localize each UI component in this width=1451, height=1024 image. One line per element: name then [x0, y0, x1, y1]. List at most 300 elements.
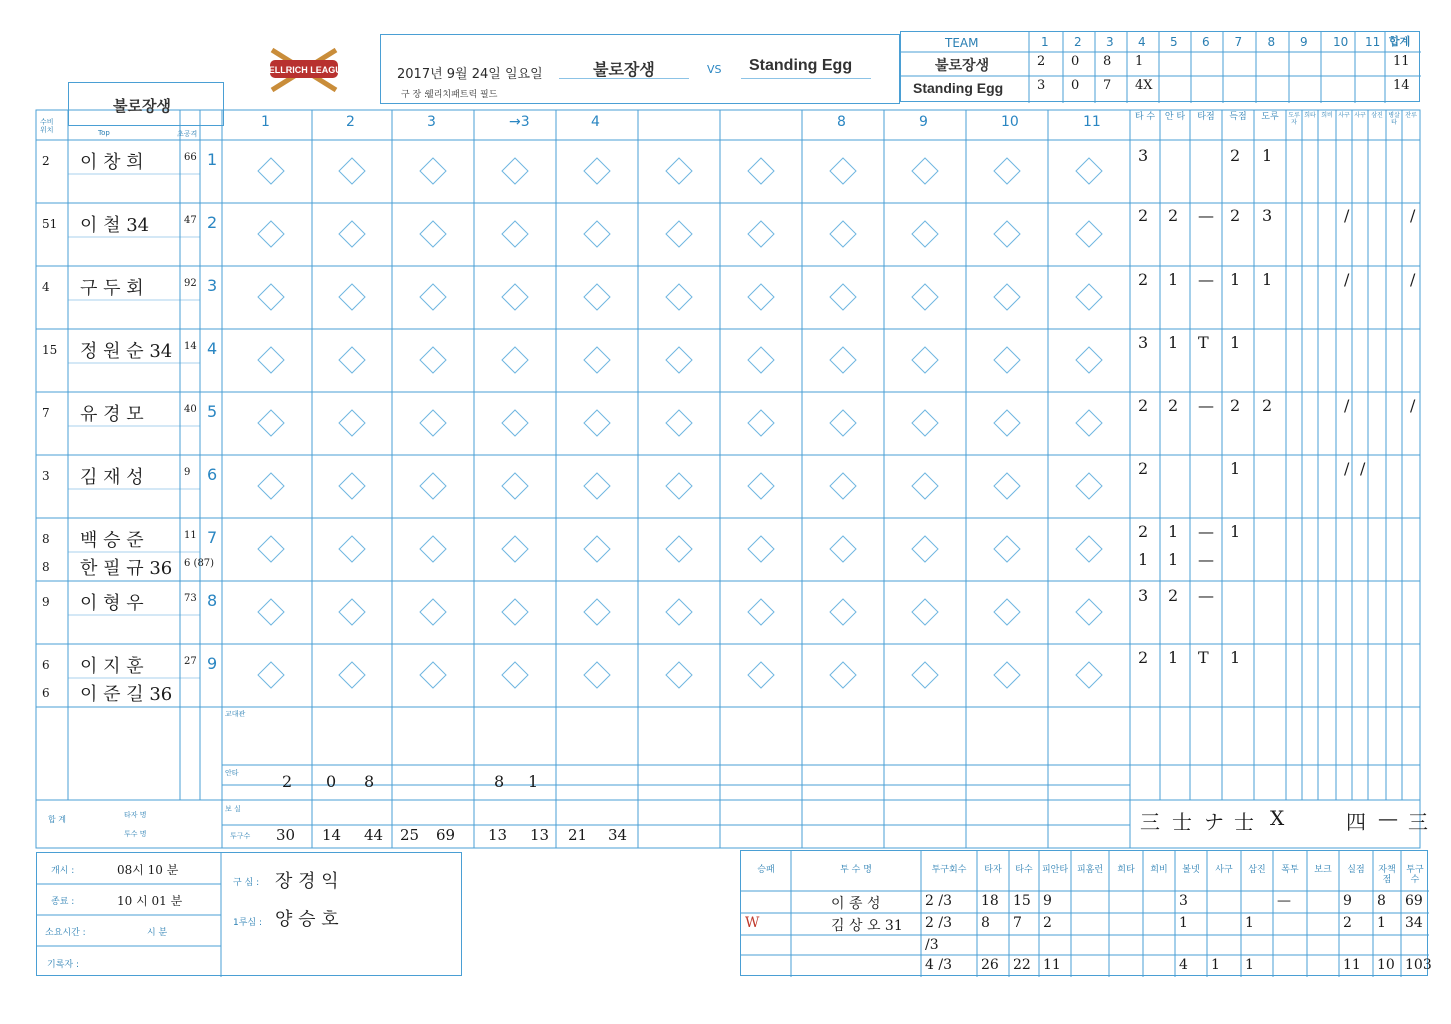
pitching-bb-3: 4	[1179, 957, 1188, 973]
pitching-header-3: 타자	[984, 865, 1002, 875]
pitching-r-1: 2	[1343, 915, 1352, 931]
pitching-ab-0: 15	[1013, 893, 1031, 909]
pitching-ab-3: 22	[1013, 957, 1031, 973]
diamond-2-8	[420, 662, 446, 688]
player-name-8: 이 형 우	[80, 593, 144, 614]
diamond-2-3	[420, 347, 446, 373]
diamond-5-5	[666, 473, 692, 499]
sb-run-0-2: 8	[1103, 54, 1112, 69]
diamond-4-8	[584, 662, 610, 688]
pitch-count-0: 30	[276, 826, 296, 844]
diamond-6-0	[748, 158, 774, 184]
inning-header-8: 9	[919, 114, 928, 130]
lineup-team-name: 불로장생	[113, 97, 171, 115]
pitching-header-11: 삼진	[1248, 865, 1266, 875]
inning-header-9: 10	[1001, 114, 1019, 130]
batter-stat-7-2: —	[1198, 550, 1214, 569]
pitching-header-0: 승패	[757, 865, 775, 875]
diamond-2-2	[420, 284, 446, 310]
diamond-8-1	[912, 221, 938, 247]
stat-header-1: 안 타	[1164, 112, 1186, 122]
pitching-bf-0: 18	[981, 893, 999, 909]
player-pos-3: 15	[42, 343, 58, 357]
diamond-7-1	[830, 221, 856, 247]
diamond-1-0	[339, 158, 365, 184]
batter-label: 타자 명	[124, 811, 147, 819]
pitching-header-14: 실점	[1347, 865, 1365, 875]
diamond-2-1	[420, 221, 446, 247]
batter-stat-8-1: 2	[1168, 586, 1179, 605]
batting-order-4: 4	[207, 339, 218, 358]
batter-stat-0-0: 3	[1138, 146, 1149, 165]
batter-stat-2-1: 1	[1168, 270, 1179, 289]
diamond-5-0	[666, 158, 692, 184]
pitching-bb-1: 1	[1179, 915, 1188, 931]
diamond-0-2	[258, 284, 284, 310]
batter-stat-1-3: 2	[1230, 206, 1241, 225]
pitching-hbp-3: 1	[1211, 957, 1220, 973]
diamond-6-3	[748, 347, 774, 373]
stat-header-4: 도루	[1261, 112, 1279, 122]
duration-label: 소요시간 :	[45, 928, 86, 938]
player-number-9: 27	[184, 656, 197, 667]
batter-stat-2-2: —	[1198, 270, 1214, 289]
pitching-so-3: 1	[1245, 957, 1254, 973]
stat-total-3: 士	[1234, 810, 1254, 834]
diamond-3-4	[502, 410, 528, 436]
sb-inning-1: 1	[1041, 35, 1049, 49]
batter-stat-4-3: 2	[1230, 396, 1241, 415]
diamond-1-5	[339, 473, 365, 499]
start-label: 개시 :	[51, 866, 75, 876]
team-header: TEAM	[945, 36, 979, 50]
diamond-7-6	[830, 536, 856, 562]
player-number-7: 6 (87)	[184, 558, 215, 569]
batter-stat-4-2: —	[1198, 396, 1214, 415]
diamond-10-4	[1076, 410, 1102, 436]
diamond-8-0	[912, 158, 938, 184]
pitching-header-1: 투 수 명	[840, 865, 872, 875]
pitching-so-1: 1	[1245, 915, 1254, 931]
stat-header-2: 타점	[1197, 112, 1215, 122]
sb-total-header: 합계	[1389, 35, 1411, 48]
player-name-3: 정 원 순 34	[80, 341, 173, 362]
inning-header-1: 2	[346, 114, 355, 130]
batter-stat-9-1: 1	[1168, 648, 1179, 667]
diamond-4-3	[584, 347, 610, 373]
pitching-header-6: 피홈런	[1076, 865, 1104, 875]
pitching-wl-1: W	[745, 915, 760, 931]
col-pos-label: 수비 위치	[40, 118, 54, 134]
player-name-2: 구 두 회	[80, 278, 144, 299]
batter-stat-8-2: —	[1198, 586, 1214, 605]
diamond-5-3	[666, 347, 692, 373]
diamond-6-1	[748, 221, 774, 247]
diamond-9-4	[994, 410, 1020, 436]
hits-total-2: 8	[364, 772, 375, 791]
diamond-1-8	[339, 662, 365, 688]
player-name-6: 백 승 준	[80, 530, 144, 551]
hits-total-0: 2	[282, 772, 293, 791]
sb-run-1-2: 7	[1103, 78, 1112, 93]
diamond-0-1	[258, 221, 284, 247]
diamond-1-3	[339, 347, 365, 373]
player-pos-0: 2	[42, 154, 50, 168]
player-pos-1: 51	[42, 217, 58, 231]
sb-inning-10: 10	[1333, 35, 1349, 49]
pitch-count-4: 69	[436, 826, 456, 844]
diamond-9-3	[994, 347, 1020, 373]
stat-total-7: 四	[1346, 810, 1366, 834]
batter-stat-2-8: /	[1344, 270, 1350, 289]
pitching-bf-3: 26	[981, 957, 999, 973]
start-time: 08시 10 분	[117, 863, 179, 877]
pitching-header-5: 피안타	[1041, 865, 1069, 875]
sb-team-1: 불로장생	[935, 58, 990, 74]
stat-total-0: 三	[1140, 810, 1160, 834]
diamond-6-7	[748, 599, 774, 625]
venue-name: 웰리치패트릭 필드	[425, 90, 498, 100]
batter-stat-4-0: 2	[1138, 396, 1149, 415]
diamond-5-6	[666, 536, 692, 562]
batter-stat-1-0: 2	[1138, 206, 1149, 225]
inning-header-3: →3	[509, 114, 530, 130]
sb-run-0-1: 0	[1071, 54, 1080, 69]
player-number-4: 40	[184, 404, 197, 415]
diamond-2-5	[420, 473, 446, 499]
diamond-3-5	[502, 473, 528, 499]
pitching-pc-1: 34	[1405, 915, 1423, 931]
pitch-count-2: 44	[364, 826, 384, 844]
diamond-3-7	[502, 599, 528, 625]
batting-order-8: 8	[207, 591, 218, 610]
away-team-name: Standing Egg	[749, 57, 853, 74]
pitching-bb-0: 3	[1179, 893, 1188, 909]
pitching-header-10: 사구	[1215, 865, 1233, 875]
player-pos-10: 6	[42, 686, 50, 700]
diamond-8-5	[912, 473, 938, 499]
pitch-count-6: 13	[530, 826, 550, 844]
pitching-header-8: 희비	[1150, 865, 1168, 875]
batter-stat-4-8: /	[1344, 396, 1350, 415]
diamond-2-6	[420, 536, 446, 562]
pitching-er-1: 1	[1377, 915, 1386, 931]
batter-stat-9-2: T	[1198, 648, 1209, 667]
pitching-header-15: 자책점	[1378, 865, 1396, 885]
player-name-9: 이 지 훈	[80, 656, 144, 677]
batter-stat-5-8: /	[1344, 459, 1350, 478]
pitching-er-0: 8	[1377, 893, 1386, 909]
diamond-10-1	[1076, 221, 1102, 247]
diamond-1-1	[339, 221, 365, 247]
diamond-5-8	[666, 662, 692, 688]
player-number-1: 47	[184, 215, 197, 226]
stat-total-8: —	[1378, 806, 1398, 830]
diamond-10-2	[1076, 284, 1102, 310]
batter-stat-2-3: 1	[1230, 270, 1241, 289]
pitching-er-3: 10	[1377, 957, 1395, 973]
diamond-4-5	[584, 473, 610, 499]
player-name-5: 김 재 성	[80, 467, 144, 488]
diamond-7-7	[830, 599, 856, 625]
diamond-3-0	[502, 158, 528, 184]
diamond-2-7	[420, 599, 446, 625]
batting-order-7: 7	[207, 528, 218, 547]
sb-total-1: 14	[1393, 78, 1410, 93]
player-name-1: 이 철 34	[80, 215, 150, 236]
batter-stat-6-3: 1	[1230, 522, 1241, 541]
diamond-8-4	[912, 410, 938, 436]
diamond-5-1	[666, 221, 692, 247]
player-pos-7: 8	[42, 560, 50, 574]
totals-label: 합 계	[48, 815, 66, 824]
pitch-count-1: 14	[322, 826, 342, 844]
batter-stat-3-3: 1	[1230, 333, 1241, 352]
pitching-h-0: 9	[1043, 893, 1052, 909]
player-name-7: 한 필 규 36	[80, 558, 173, 579]
sb-total-0: 11	[1393, 54, 1410, 69]
diamond-9-2	[994, 284, 1020, 310]
batter-stat-4-4: 2	[1262, 396, 1273, 415]
diamond-1-7	[339, 599, 365, 625]
diamond-0-3	[258, 347, 284, 373]
batting-order-2: 2	[207, 213, 218, 232]
pitching-table	[740, 850, 1432, 976]
batter-stat-1-4: 3	[1262, 206, 1273, 225]
pitching-name-0: 이 종 성	[831, 896, 881, 912]
hits-total-3: 8	[494, 772, 505, 791]
batting-order-1: 1	[207, 150, 218, 169]
player-number-3: 14	[184, 341, 197, 352]
diamond-9-0	[994, 158, 1020, 184]
sb-inning-4: 4	[1138, 35, 1146, 49]
player-name-10: 이 준 길 36	[80, 684, 173, 705]
stat-header-11: 병살타	[1388, 112, 1400, 126]
diamond-3-2	[502, 284, 528, 310]
end-label: 종료 :	[51, 897, 75, 907]
col-top-label: Top	[98, 129, 110, 137]
diamond-5-7	[666, 599, 692, 625]
player-number-0: 66	[184, 152, 197, 163]
diamond-0-7	[258, 599, 284, 625]
diamond-6-8	[748, 662, 774, 688]
batter-stat-8-0: 3	[1138, 586, 1149, 605]
batter-stat-4-1: 2	[1168, 396, 1179, 415]
stat-total-2: ナ	[1204, 810, 1224, 834]
sb-inning-7: 7	[1234, 35, 1243, 49]
diamond-7-4	[830, 410, 856, 436]
stat-header-3: 득점	[1229, 112, 1247, 122]
diamond-3-3	[502, 347, 528, 373]
sb-inning-6: 6	[1202, 35, 1210, 49]
diamond-0-4	[258, 410, 284, 436]
stat-header-6: 희타	[1304, 112, 1316, 119]
pitching-innings-1: 2 /3	[925, 915, 952, 931]
hits-total-4: 1	[528, 772, 539, 791]
pitching-pc-3: 103	[1405, 957, 1432, 973]
change-label: 교대관	[225, 710, 246, 718]
player-pos-5: 3	[42, 469, 50, 483]
sb-run-1-3: 4X	[1135, 78, 1153, 93]
batter-stat-3-1: 1	[1168, 333, 1179, 352]
umpire-label: 구 심 :	[233, 878, 260, 888]
batter-stat-1-12: /	[1410, 206, 1416, 225]
inning-header-0: 1	[261, 114, 270, 130]
diamond-0-6	[258, 536, 284, 562]
pitching-header-13: 보크	[1314, 865, 1332, 875]
batter-stat-5-0: 2	[1138, 459, 1149, 478]
pitching-r-0: 9	[1343, 893, 1352, 909]
diamond-10-5	[1076, 473, 1102, 499]
stat-header-8: 사구	[1338, 112, 1350, 119]
sb-inning-11: 11	[1365, 35, 1381, 49]
pitcher-label: 투수 명	[124, 830, 147, 838]
player-pos-6: 8	[42, 532, 50, 546]
umpire-name: 장 경 익	[275, 871, 339, 892]
scorer-label: 기록자 :	[47, 960, 79, 970]
diamond-3-1	[502, 221, 528, 247]
pitching-header-7: 희타	[1117, 865, 1135, 875]
hits-label: 안타	[225, 769, 239, 777]
batter-stat-7-1: 1	[1168, 550, 1179, 569]
diamond-3-6	[502, 536, 528, 562]
player-number-2: 92	[184, 278, 197, 289]
player-number-6: 11	[184, 530, 197, 541]
diamond-10-0	[1076, 158, 1102, 184]
diamond-4-1	[584, 221, 610, 247]
diamond-4-7	[584, 599, 610, 625]
batter-stat-9-3: 1	[1230, 648, 1241, 667]
batting-order-3: 3	[207, 276, 218, 295]
league-logo	[260, 44, 348, 96]
diamond-5-2	[666, 284, 692, 310]
diamond-9-8	[994, 662, 1020, 688]
sb-inning-2: 2	[1074, 35, 1082, 49]
batter-stat-3-2: T	[1198, 333, 1209, 352]
diamond-6-4	[748, 410, 774, 436]
pitching-wp-0: —	[1277, 893, 1291, 909]
batter-stat-0-4: 1	[1262, 146, 1273, 165]
batter-stat-7-0: 1	[1138, 550, 1149, 569]
diamond-7-5	[830, 473, 856, 499]
batter-stat-2-4: 1	[1262, 270, 1273, 289]
diamond-1-6	[339, 536, 365, 562]
player-pos-2: 4	[42, 280, 50, 294]
batter-stat-1-2: —	[1198, 206, 1214, 225]
player-pos-9: 6	[42, 658, 50, 672]
diamond-8-3	[912, 347, 938, 373]
diamond-8-6	[912, 536, 938, 562]
diamond-9-7	[994, 599, 1020, 625]
batting-order-9: 9	[207, 654, 218, 673]
diamond-0-8	[258, 662, 284, 688]
batter-stat-1-1: 2	[1168, 206, 1179, 225]
diamond-6-5	[748, 473, 774, 499]
diamond-8-8	[912, 662, 938, 688]
diamond-1-2	[339, 284, 365, 310]
pitching-header-4: 타수	[1015, 865, 1033, 875]
inning-header-4: 4	[591, 114, 600, 130]
diamond-10-7	[1076, 599, 1102, 625]
pitching-pc-0: 69	[1405, 893, 1423, 909]
diamond-4-2	[584, 284, 610, 310]
stat-header-9: 사구	[1354, 112, 1366, 119]
batter-stat-5-3: 1	[1230, 459, 1241, 478]
player-pos-8: 9	[42, 595, 50, 609]
first-base-label: 1루심 :	[233, 918, 263, 928]
diamond-10-8	[1076, 662, 1102, 688]
diamond-4-6	[584, 536, 610, 562]
lineup-team-box	[68, 82, 224, 126]
batter-stat-6-0: 2	[1138, 522, 1149, 541]
first-base-umpire: 양 승 호	[275, 909, 339, 930]
diamond-3-8	[502, 662, 528, 688]
end-time: 10 시 01 분	[117, 894, 183, 908]
sb-inning-9: 9	[1300, 35, 1308, 49]
player-name-4: 유 경 모	[80, 404, 144, 425]
diamond-4-0	[584, 158, 610, 184]
sb-inning-5: 5	[1170, 35, 1178, 49]
hits-total-1: 0	[326, 772, 337, 791]
pitching-h-3: 11	[1043, 957, 1061, 973]
pitching-h-1: 2	[1043, 915, 1052, 931]
diamond-10-3	[1076, 347, 1102, 373]
pitch-count-5: 13	[488, 826, 508, 844]
col-first-label: 초공격	[177, 130, 198, 138]
sb-run-1-1: 0	[1071, 78, 1080, 93]
diamond-4-4	[584, 410, 610, 436]
diamond-0-0	[258, 158, 284, 184]
sb-run-1-0: 3	[1037, 78, 1046, 93]
diamond-9-6	[994, 536, 1020, 562]
sb-run-0-3: 1	[1135, 54, 1144, 69]
diamond-10-6	[1076, 536, 1102, 562]
pitching-ab-1: 7	[1013, 915, 1022, 931]
line-score	[900, 31, 1420, 102]
diamond-7-8	[830, 662, 856, 688]
diamond-2-0	[420, 158, 446, 184]
diamond-7-2	[830, 284, 856, 310]
inning-header-10: 11	[1083, 114, 1101, 130]
vs-label: VS	[707, 63, 722, 76]
sb-team-2: Standing Egg	[913, 80, 1004, 96]
stat-total-1: 士	[1172, 810, 1192, 834]
home-team-name: 불로장생	[593, 60, 655, 79]
player-pos-4: 7	[42, 406, 50, 420]
diamond-1-4	[339, 410, 365, 436]
stat-header-10: 삼진	[1371, 112, 1383, 119]
diamond-7-3	[830, 347, 856, 373]
sb-run-0-0: 2	[1037, 54, 1046, 69]
batting-order-5: 5	[207, 402, 218, 421]
stat-header-7: 희비	[1321, 112, 1333, 119]
stat-header-12: 잔루	[1405, 112, 1417, 119]
batting-order-6: 6	[207, 465, 218, 484]
game-info-box	[36, 852, 462, 976]
diamond-6-6	[748, 536, 774, 562]
player-name-0: 이 창 희	[80, 152, 144, 173]
batter-stat-9-0: 2	[1138, 648, 1149, 667]
batter-stat-5-9: /	[1360, 459, 1366, 478]
pitching-header-9: 볼넷	[1182, 865, 1200, 875]
diamond-9-1	[994, 221, 1020, 247]
pitching-innings-2: /3	[925, 937, 939, 953]
batter-stat-6-2: —	[1198, 522, 1214, 541]
duration-value: 시 분	[147, 928, 168, 938]
inning-header-2: 3	[427, 114, 436, 130]
logo-text: WELLRICH LEAGUE	[260, 65, 348, 75]
game-date: 2017년 9월 24일 일요일	[397, 67, 543, 82]
